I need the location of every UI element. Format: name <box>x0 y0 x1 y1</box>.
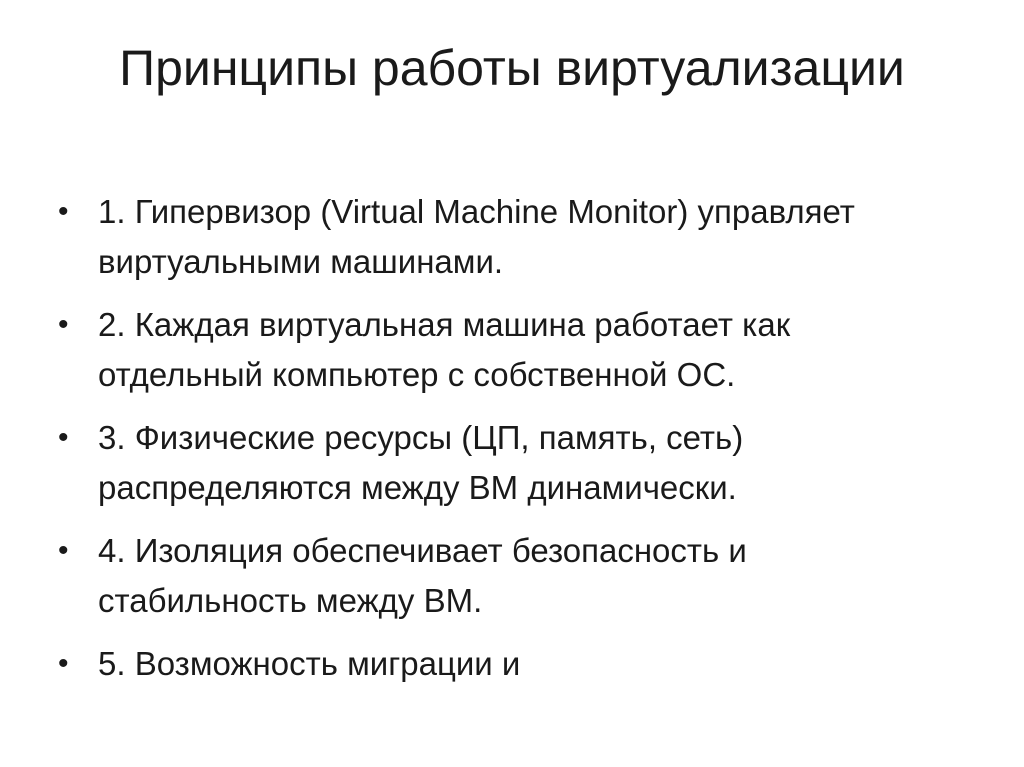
bullet-item-5 <box>58 639 958 689</box>
bullet-marker: • <box>58 534 69 567</box>
bullet-item-1 <box>58 187 958 287</box>
bullet-item-2 <box>58 300 958 400</box>
bullet-item-4 <box>58 526 958 626</box>
bullet-marker: • <box>58 308 69 341</box>
bullet-marker: • <box>58 421 69 454</box>
bullet-marker: • <box>58 195 69 228</box>
slide-title: Принципы работы виртуализации <box>119 40 905 96</box>
bullet-text: 2. Каждая виртуальная машина работает как отдельный компьютер с собственной ОС. <box>98 306 791 393</box>
bullet-text: 3. Физические ресурсы (ЦП, память, сеть) распределяются между ВМ динамически. <box>98 419 744 506</box>
bullet-list <box>58 187 958 702</box>
bullet-text: 5. Возможность миграции и <box>98 645 521 682</box>
bullet-text: 4. Изоляция обеспечивает безопасность и стабильность между ВМ. <box>98 532 747 619</box>
bullet-item-3 <box>58 413 958 513</box>
bullet-text: 1. Гипервизор (Virtual Machine Monitor) управляет виртуальными машинами. <box>98 193 855 280</box>
bullet-marker: • <box>58 647 69 680</box>
